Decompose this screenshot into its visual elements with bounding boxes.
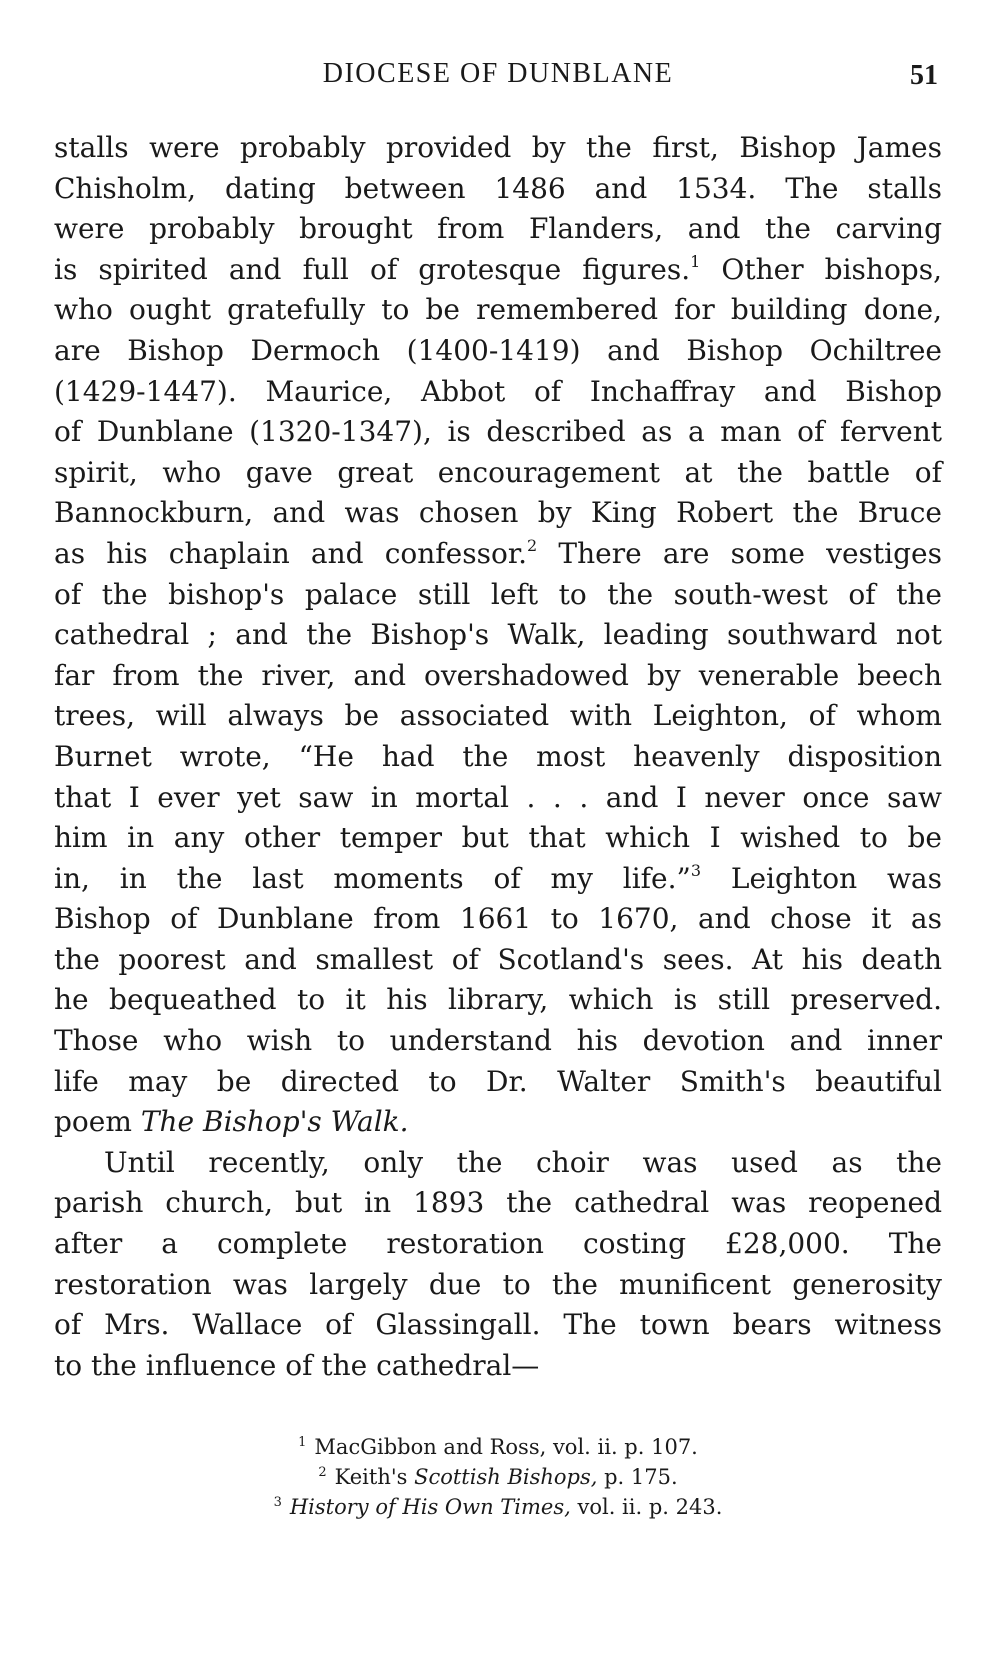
page-header	[54, 58, 942, 98]
text-line: of Dunblane (1320-1347), is described as a man of fervent	[54, 415, 942, 449]
body-text	[54, 128, 942, 1386]
text-line: Until recently, only the choir was used as the	[104, 1145, 942, 1179]
text-line: life may be directed to Dr. Walter Smith's beautiful	[54, 1064, 942, 1098]
text-line: parish church, but in 1893 the cathedral was reopened	[54, 1186, 942, 1220]
footnote-ref-1: 1	[690, 251, 701, 271]
text-line: Burnet wrote, “He had the most heavenly disposition	[54, 739, 942, 773]
page-number: 51	[910, 60, 938, 91]
footnote-ref-2: 2	[527, 535, 538, 555]
poem-title: The Bishop's Walk.	[140, 1105, 409, 1139]
footnote-2: $^2$ Keith's Scottish Bishops, p. 175.	[318, 1465, 678, 1489]
text-line: Bannockburn, and was chosen by King Robert the Bruce	[54, 496, 942, 530]
footnote-3: $^3$ History of His Own Times, vol. ii. p. 243.	[273, 1495, 723, 1519]
text-line: in, in the last moments of my life.”$^3$ Leighton was	[54, 860, 942, 895]
text-line: far from the river, and overshadowed by venerable beech	[54, 658, 942, 692]
text-line: are Bishop Dermoch (1400-1419) and Bishop Ochiltree	[54, 333, 942, 367]
text-line: Bishop of Dunblane from 1661 to 1670, and chose it as	[54, 902, 942, 936]
text-line: Chisholm, dating between 1486 and 1534. The stalls	[54, 171, 942, 205]
footnote-1: $^1$ MacGibbon and Ross, vol. ii. p. 107.	[298, 1435, 698, 1459]
footnote-ref-3: 3	[690, 860, 702, 880]
text-line: Those who wish to understand his devotion and inner	[54, 1024, 942, 1058]
text-line: him in any other temper but that which I wished to be	[54, 821, 942, 855]
text-line: of Mrs. Wallace of Glassingall. The town bears witness	[54, 1308, 942, 1342]
running-title: DIOCESE OF DUNBLANE	[322, 58, 674, 89]
text-line: who ought gratefully to be remembered for building done,	[54, 293, 942, 327]
text-line: were probably brought from Flanders, and the carving	[54, 212, 942, 246]
text-line: spirit, who gave great encouragement at the battle of	[54, 455, 942, 489]
text-line: to the influence of the cathedral—	[54, 1348, 540, 1382]
text-line: of the bishop's palace still left to the south-west of the	[54, 577, 942, 611]
text-line: trees, will always be associated with Leighton, of whom	[54, 699, 942, 733]
text-line: that I ever yet saw in mortal . . . and I never once saw	[54, 780, 942, 814]
footnotes	[54, 1432, 942, 1522]
text-line: restoration was largely due to the munificent generosity	[54, 1267, 942, 1301]
text-line: after a complete restoration costing £28,000. The	[54, 1227, 942, 1261]
text-line: as his chaplain and confessor.$^2$ There are some vestiges	[54, 535, 942, 570]
text-line: (1429-1447). Maurice, Abbot of Inchaffray and Bishop	[54, 374, 942, 408]
text-line: poem The Bishop's Walk.	[54, 1105, 409, 1139]
text-line: the poorest and smallest of Scotland's sees. At his death	[54, 942, 942, 976]
text-line: stalls were probably provided by the first, Bishop James	[54, 131, 942, 164]
text-line: is spirited and full of grotesque figures.$^1$ Other bishops,	[54, 251, 942, 286]
text-line: cathedral ; and the Bishop's Walk, leading southward not	[54, 618, 942, 652]
text-line: he bequeathed to it his library, which is still preserved.	[54, 983, 942, 1017]
